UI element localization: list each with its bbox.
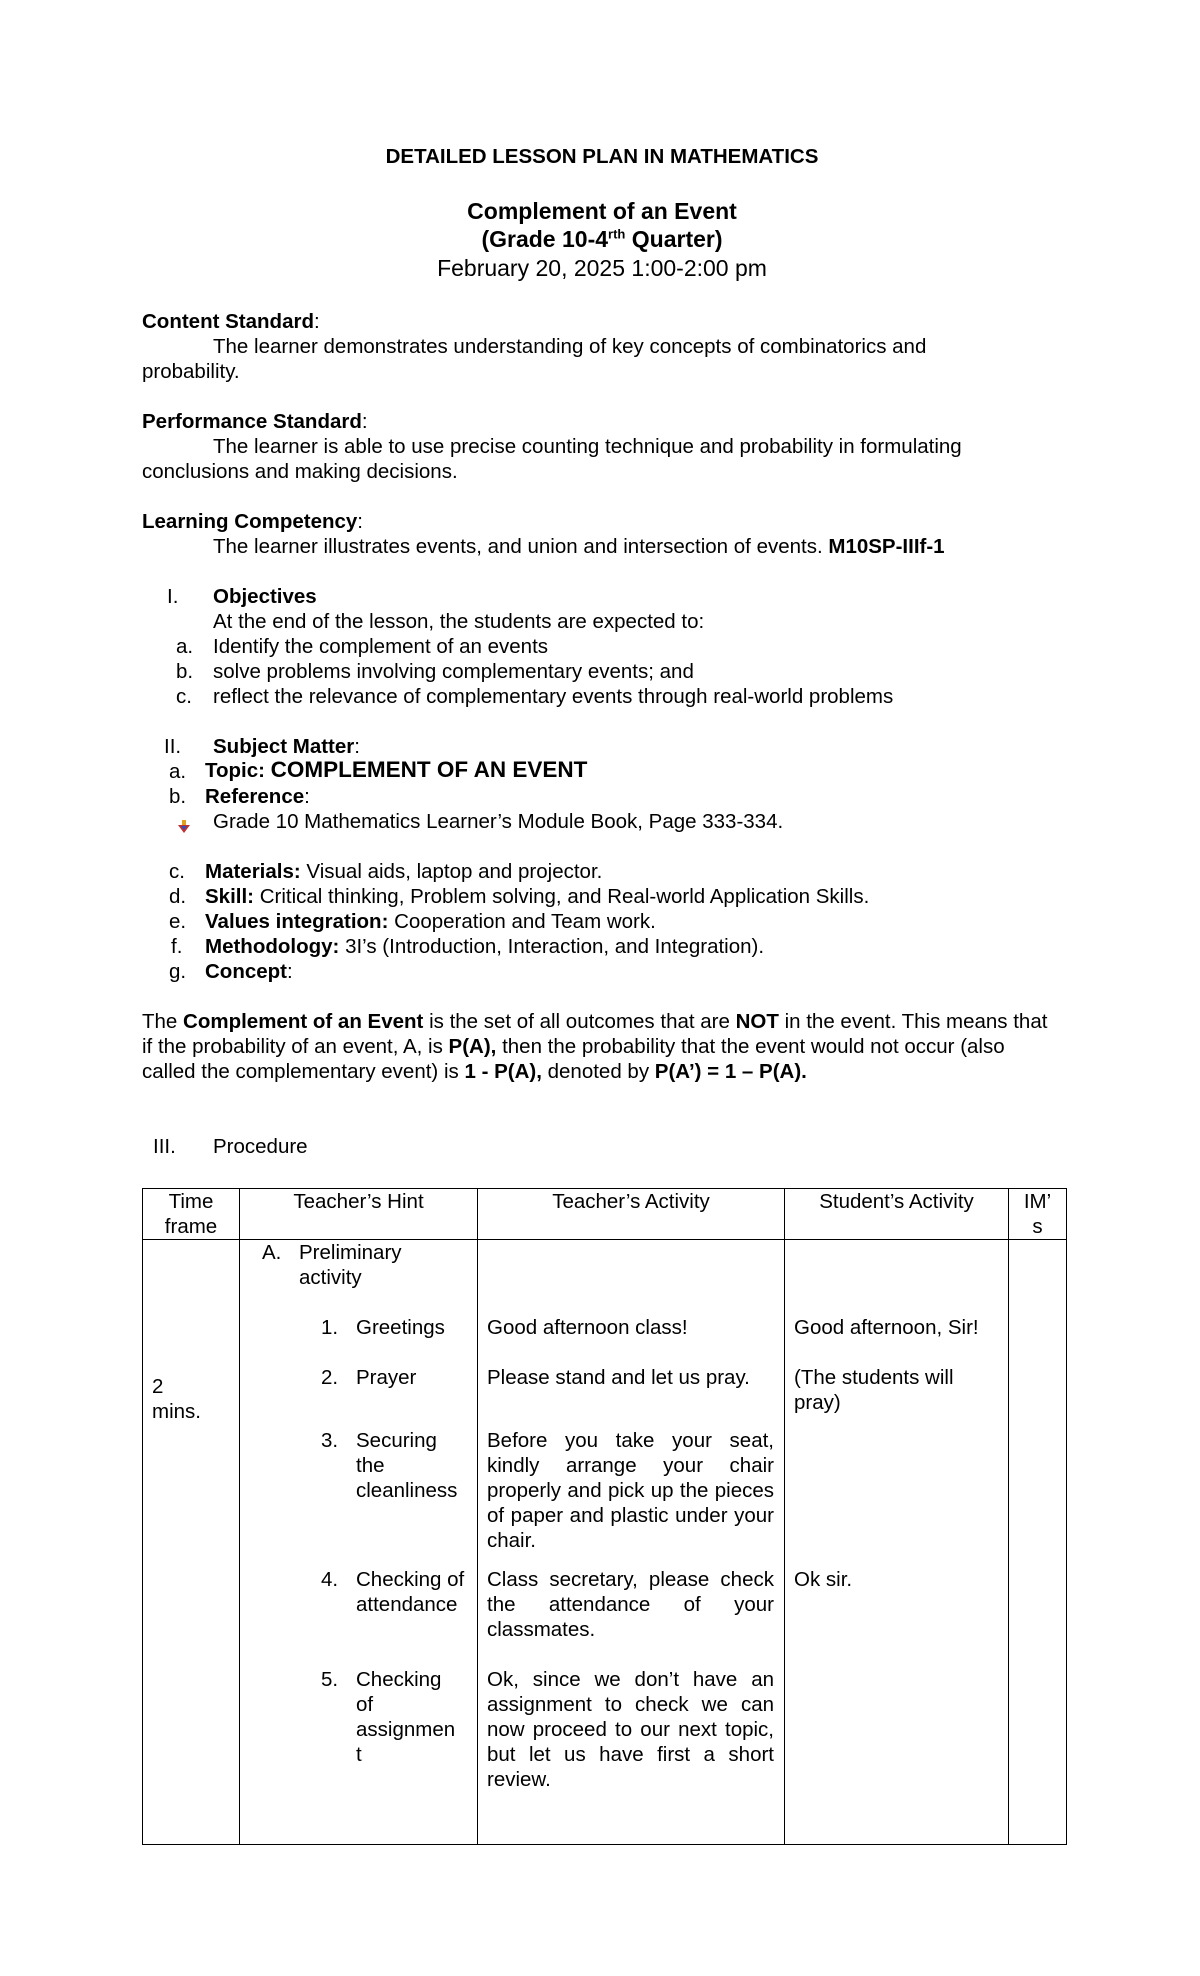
- document-title: DETAILED LESSON PLAN IN MATHEMATICS: [385, 145, 819, 168]
- values-line: Values integration: Cooperation and Team work.: [205, 910, 656, 933]
- procedure-numeral: III.: [153, 1135, 176, 1158]
- row3-num: 3.: [321, 1429, 339, 1452]
- lesson-title: Complement of an Event: [467, 198, 737, 224]
- teacher-hint-cell: [240, 1240, 478, 1845]
- row5-hint: Checking of assignmen t: [356, 1668, 456, 1766]
- teacher-hint-header: Teacher’s Hint: [240, 1189, 478, 1240]
- concept-paragraph: The Complement of an Event is the set of all outcomes that are NOT in the event. This means that if the probability of an event, A, is P(A), then the probability that the event would not occur (also called the complementary event) is 1 - P(A), denoted by P(A’) = 1 – P(A).: [142, 1010, 1048, 1083]
- values-letter: e.: [169, 910, 187, 933]
- table-header-row: [143, 1189, 1067, 1240]
- ims-header: IM’ s: [1009, 1189, 1067, 1240]
- student-activity-cell: [785, 1240, 1009, 1845]
- objective-a: Identify the complement of an events: [213, 635, 549, 658]
- learning-competency-heading: Learning Competency:: [142, 510, 363, 533]
- objective-c-letter: c.: [176, 685, 192, 708]
- row3-teacher: Before you take your seat, kindly arrange your chair properly and pick up the pieces of paper and plastic under your chair.: [487, 1429, 774, 1552]
- topic-value: COMPLEMENT OF AN EVENT: [270, 757, 588, 782]
- learning-competency-text: The learner illustrates events, and union and intersection of events. M10SP-IIIf-1: [213, 535, 945, 558]
- teacher-activity-cell: [478, 1240, 785, 1845]
- row5-teacher: Ok, since we don’t have an assignment to check we can now proceed to our next topic, but let us have first a short review.: [487, 1668, 774, 1791]
- arrow-bullet-icon: [177, 815, 191, 829]
- subject-matter-heading: Subject Matter:: [213, 735, 360, 758]
- objectives-heading: Objectives: [213, 585, 317, 608]
- row3-hint: Securing the cleanliness: [356, 1429, 458, 1502]
- row1-hint: Greetings: [356, 1316, 445, 1339]
- procedure-table: [142, 1188, 1067, 1845]
- concept-heading: Concept:: [205, 960, 293, 983]
- objectives-numeral: I.: [167, 585, 179, 608]
- objective-b-letter: b.: [176, 660, 194, 683]
- row2-hint: Prayer: [356, 1366, 417, 1389]
- row1-teacher: Good afternoon class!: [487, 1316, 688, 1339]
- reference-letter: b.: [169, 785, 187, 808]
- row1-student: Good afternoon, Sir!: [794, 1316, 979, 1339]
- row4-student: Ok sir.: [794, 1568, 853, 1591]
- row2-student: (The students will pray): [794, 1366, 954, 1414]
- topic-letter: a.: [169, 760, 187, 783]
- objective-a-letter: a.: [176, 635, 194, 658]
- time-frame-cell: [143, 1240, 240, 1845]
- skill-line: Skill: Critical thinking, Problem solving, and Real-world Application Skills.: [205, 885, 870, 908]
- concept-letter: g.: [169, 960, 187, 983]
- content-standard-heading: Content Standard:: [142, 310, 320, 333]
- objectives-intro: At the end of the lesson, the students are expected to:: [213, 610, 705, 633]
- reference-heading: Reference:: [205, 785, 310, 808]
- student-activity-header: Student’s Activity: [785, 1189, 1009, 1240]
- objective-b: solve problems involving complementary events; and: [213, 660, 694, 683]
- methodology-letter: f.: [171, 935, 183, 958]
- row4-hint: Checking of attendance: [356, 1568, 465, 1616]
- row5-num: 5.: [321, 1668, 339, 1691]
- content-standard-text: The learner demonstrates understanding of key concepts of combinatorics and probability.: [142, 335, 927, 383]
- time-value: 2 mins.: [152, 1375, 201, 1423]
- performance-standard-text: The learner is able to use precise counting technique and probability in formulating conclusions and making decisions.: [142, 435, 962, 483]
- materials-letter: c.: [169, 860, 185, 883]
- row4-teacher: Class secretary, please check the attendance of your classmates.: [487, 1568, 774, 1641]
- table-body-row: [143, 1240, 1067, 1845]
- competency-code: M10SP-IIIf-1: [828, 535, 945, 558]
- row4-num: 4.: [321, 1568, 339, 1591]
- section-letter: A.: [262, 1241, 282, 1264]
- reference-book: Grade 10 Mathematics Learner’s Module Book, Page 333-334.: [213, 810, 784, 833]
- grade-quarter: (Grade $10-4^{rth}$ Quarter): [481, 226, 723, 252]
- date-time: February 20, 2025 1:00-2:00 pm: [437, 255, 767, 281]
- subject-matter-numeral: II.: [164, 735, 182, 758]
- topic-line: Topic: COMPLEMENT OF AN EVENT: [205, 757, 588, 782]
- objective-c: reflect the relevance of complementary events through real-world problems: [213, 685, 894, 708]
- teacher-activity-header: Teacher’s Activity: [478, 1189, 785, 1240]
- procedure-heading: Procedure: [213, 1135, 308, 1158]
- methodology-line: Methodology: 3I’s (Introduction, Interaction, and Integration).: [205, 935, 765, 958]
- materials-line: Materials: Visual aids, laptop and projector.: [205, 860, 603, 883]
- row2-num: 2.: [321, 1366, 339, 1389]
- performance-standard-heading: Performance Standard:: [142, 410, 368, 433]
- time-frame-header: Time frame: [143, 1189, 240, 1240]
- ims-cell: [1009, 1240, 1067, 1845]
- row1-num: 1.: [321, 1316, 339, 1339]
- skill-letter: d.: [169, 885, 187, 908]
- section-label: Preliminary activity: [299, 1241, 402, 1289]
- row2-teacher: Please stand and let us pray.: [487, 1366, 750, 1389]
